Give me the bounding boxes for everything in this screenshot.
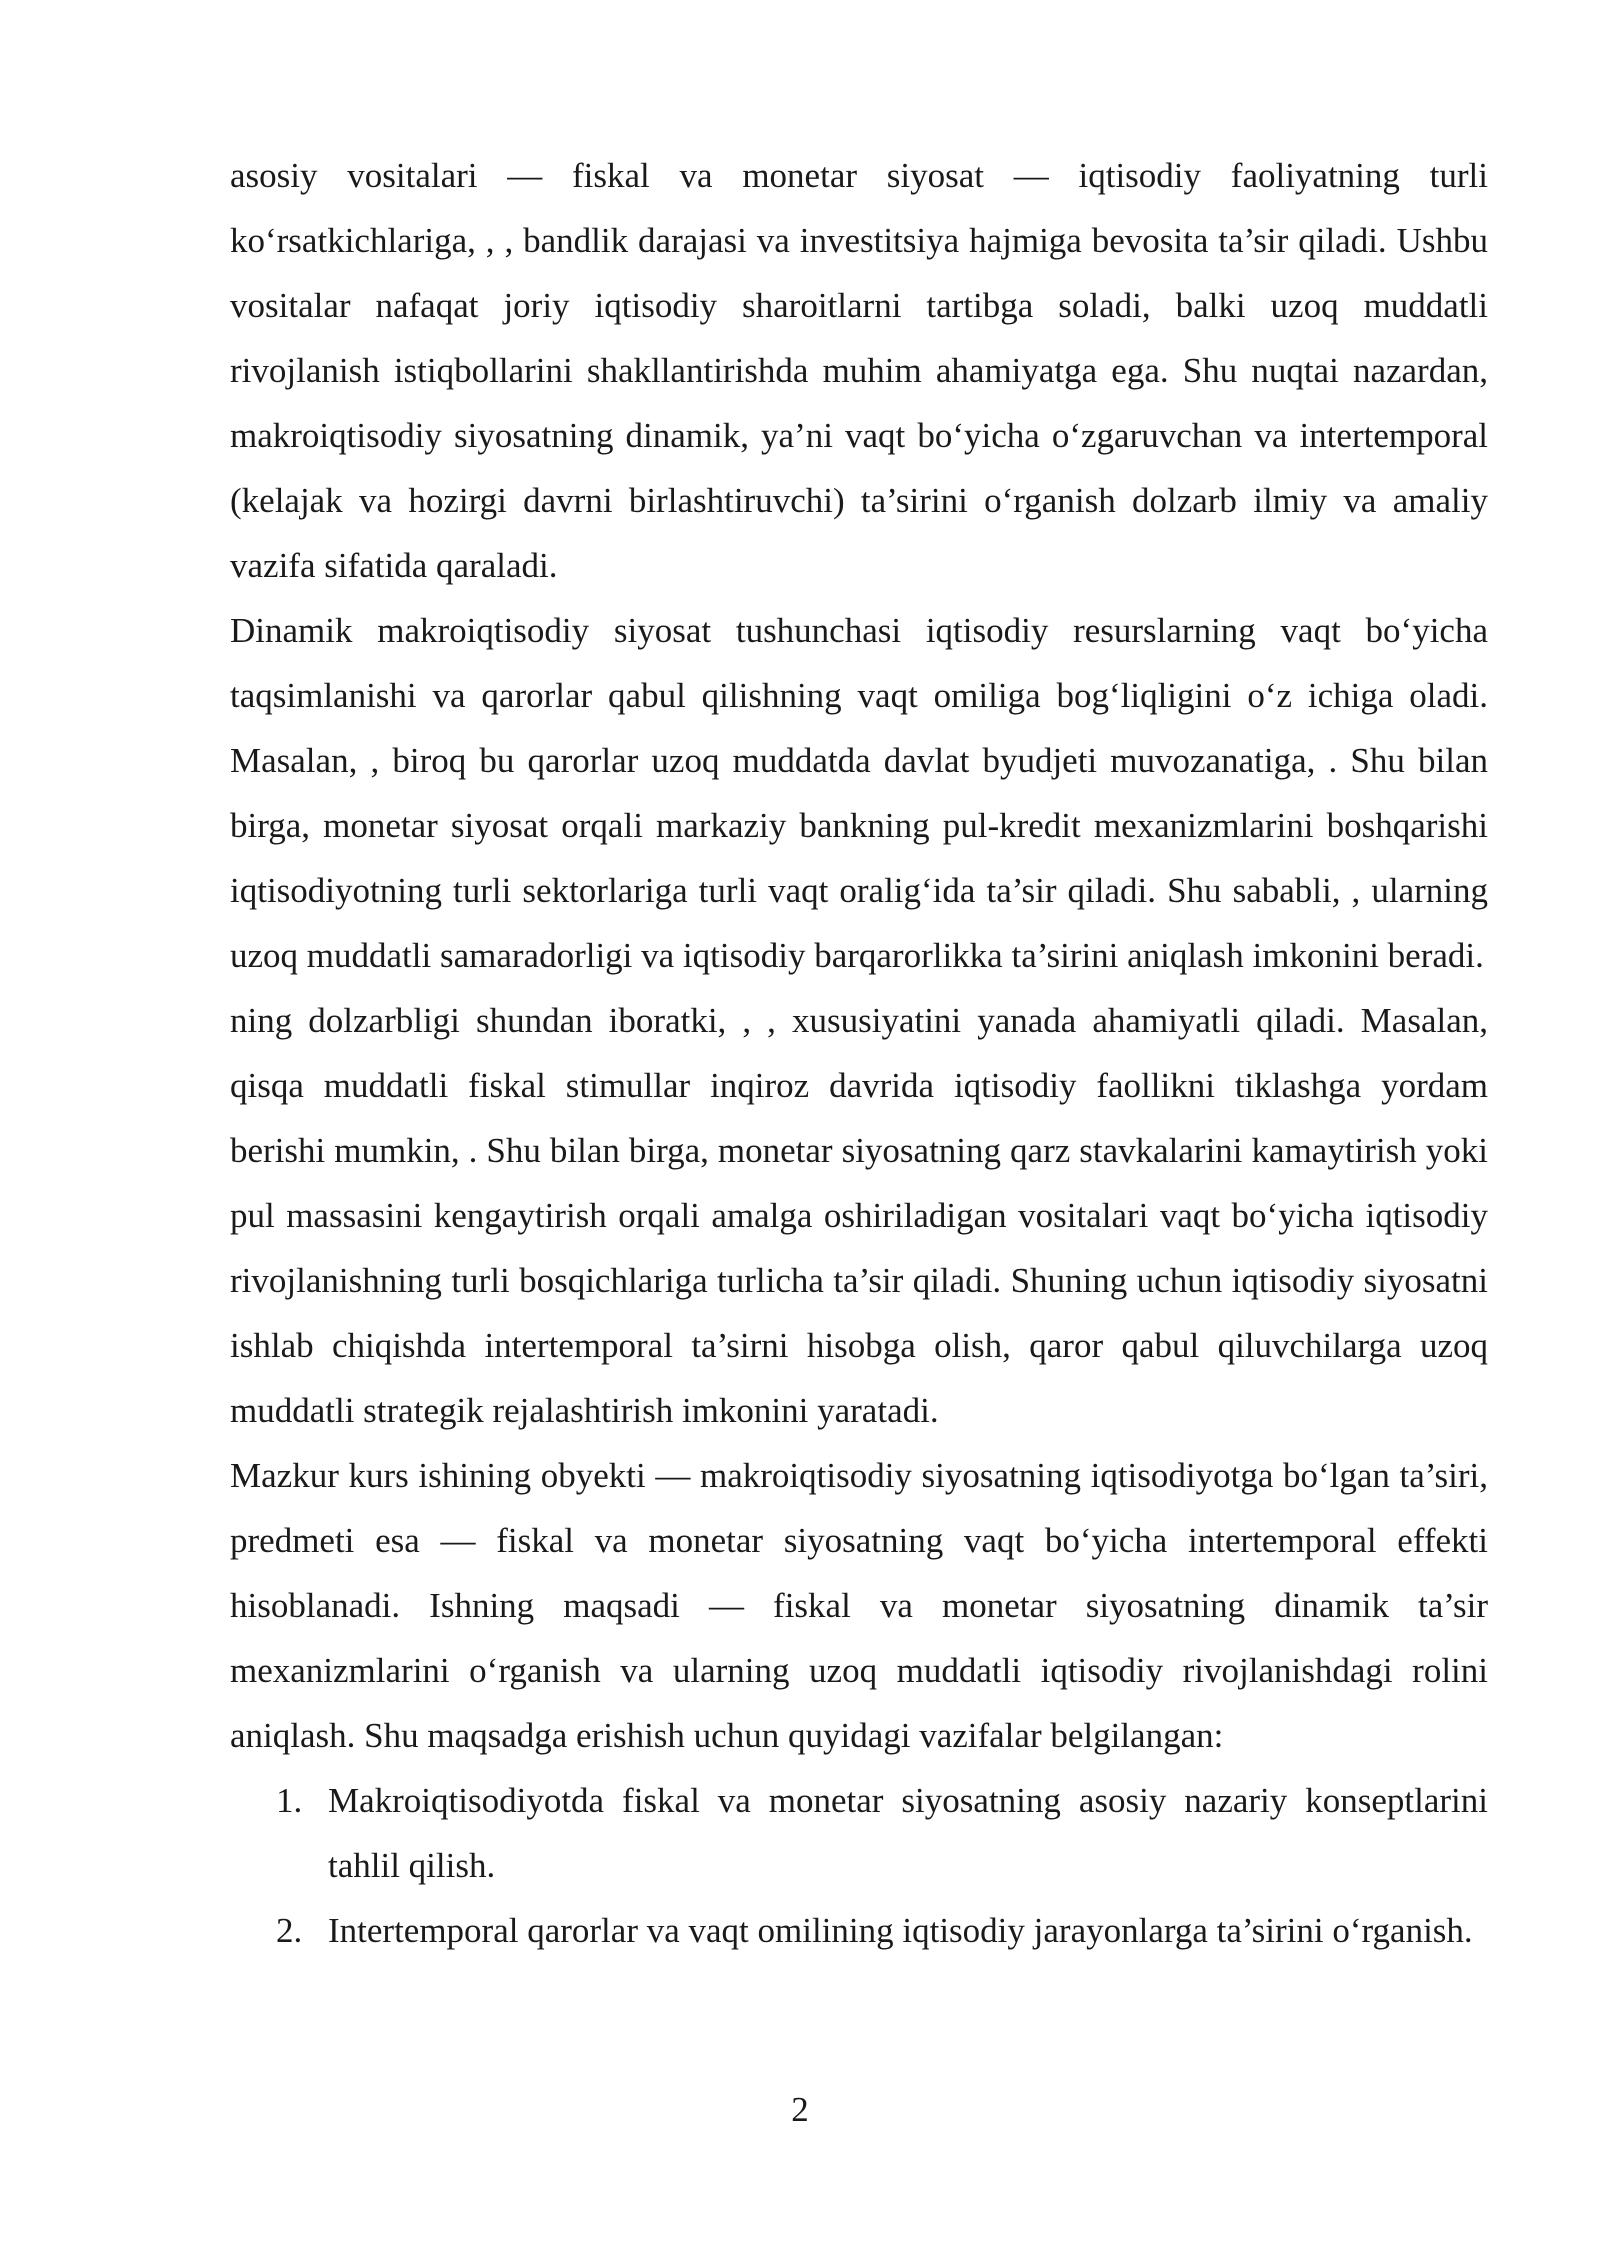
list-item-number: 2.	[276, 1911, 303, 1950]
list-item	[230, 1768, 1488, 1898]
document-body	[230, 143, 1488, 1963]
tasks-list	[230, 1768, 1488, 1963]
paragraph-relevance: ning dolzarbligi shundan iboratki, , , xususiyatini yanada ahamiyatli qiladi. Masalan, qisqa muddatli fiskal stimullar inqiroz davrida iqtisodiy faollikni tiklashga yordam berishi mumkin, . Shu bilan birga, monetar siyosatning qarz stavkalarini kamaytirish yoki pul massasini kengaytirish orqali amalga oshiriladigan vositalari vaqt bo‘yicha iqtisodiy rivojlanishning turli bosqichlariga turlicha ta’sir qiladi. Shuning uchun iqtisodiy siyosatni ishlab chiqishda intertemporal ta’sirni hisobga olish, qaror qabul qiluvchilarga uzoq muddatli strategik rejalashtirish imkonini yaratadi.	[230, 1001, 1488, 1430]
paragraph-dynamic-policy: Dinamik makroiqtisodiy siyosat tushunchasi iqtisodiy resurslarning vaqt bo‘yicha taqsimlanishi va qarorlar qabul qilishning vaqt omiliga bog‘liqligini o‘z ichiga oladi. Masalan, , biroq bu qarorlar uzoq muddatda davlat byudjeti muvozanatiga, . Shu bilan birga, monetar siyosat orqali markaziy bankning pul-kredit mexanizmlarini boshqarishi iqtisodiyotning turli sektorlariga turli vaqt oralig‘ida ta’sir qiladi. Shu sababli, , ularning uzoq muddatli samaradorligi va iqtisodiy barqarorlikka ta’sirini aniqlash imkonini beradi.	[230, 611, 1488, 975]
page-number: 2	[791, 2090, 809, 2129]
paragraph-intro: asosiy vositalari — fiskal va monetar siyosat — iqtisodiy faoliyatning turli ko‘rsatkichlariga, , , bandlik darajasi va investitsiya hajmiga bevosita ta’sir qiladi. Ushbu vositalar nafaqat joriy iqtisodiy sharoitlarni tartibga soladi, balki uzoq muddatli rivojlanish istiqbollarini shakllantirishda muhim ahamiyatga ega. Shu nuqtai nazardan, makroiqtisodiy siyosatning dinamik, ya’ni vaqt bo‘yicha o‘zgaruvchan va intertemporal (kelajak va hozirgi davrni birlashtiruvchi) ta’sirini o‘rganish dolzarb ilmiy va amaliy vazifa sifatida qaraladi.	[230, 156, 1488, 585]
list-item-number: 1.	[276, 1781, 303, 1820]
list-item-text: Intertemporal qarorlar va vaqt omilining iqtisodiy jarayonlarga ta’sirini o‘rganish.	[328, 1911, 1473, 1950]
list-item-text: Makroiqtisodiyotda fiskal va monetar siyosatning asosiy nazariy konseptlarini tahlil qilish.	[328, 1781, 1488, 1885]
list-item	[230, 1898, 1488, 1963]
paragraph-object-goal: Mazkur kurs ishining obyekti — makroiqtisodiy siyosatning iqtisodiyotga bo‘lgan ta’siri, predmeti esa — fiskal va monetar siyosatning vaqt bo‘yicha intertemporal effekti hisoblanadi. Ishning maqsadi — fiskal va monetar siyosatning dinamik ta’sir mexanizmlarini o‘rganish va ularning uzoq muddatli iqtisodiy rivojlanishdagi rolini aniqlash. Shu maqsadga erishish uchun quyidagi vazifalar belgilangan:	[230, 1456, 1488, 1755]
